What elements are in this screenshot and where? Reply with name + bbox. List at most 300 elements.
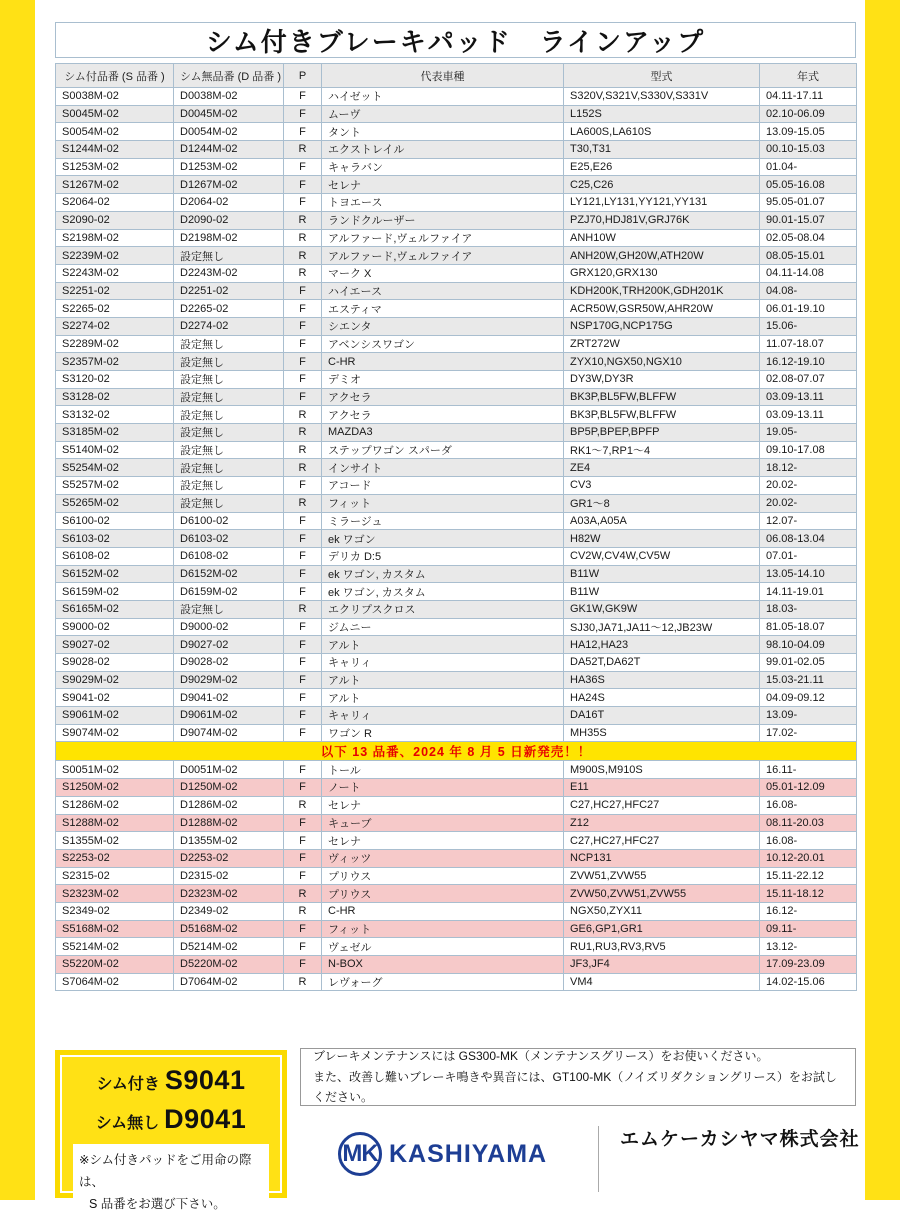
cell-model-code: DA16T — [564, 707, 760, 725]
cell-model-year: 16.11- — [760, 761, 857, 779]
cell-model-year: 15.03-21.11 — [760, 671, 857, 689]
cell-model-code: Z12 — [564, 814, 760, 832]
table-row — [56, 123, 857, 141]
cell-position: F — [284, 388, 322, 406]
cell-s-part-number: S1267M-02 — [56, 176, 174, 194]
cell-model-code: L152S — [564, 105, 760, 123]
cell-model-code: HA36S — [564, 671, 760, 689]
cell-position: F — [284, 123, 322, 141]
cell-vehicle: アルファード,ヴェルファイア — [322, 247, 564, 265]
table-row-new-release — [56, 938, 857, 956]
cell-model-code: RU1,RU3,RV3,RV5 — [564, 938, 760, 956]
cell-model-code: BK3P,BL5FW,BLFFW — [564, 406, 760, 424]
page-title-text: シム付きブレーキパッド ラインアップ — [205, 26, 706, 57]
cell-vehicle: アベンシスワゴン — [322, 335, 564, 353]
cell-position: F — [284, 867, 322, 885]
cell-model-code: BP5P,BPEP,BPFP — [564, 424, 760, 442]
cell-model-code: C27,HC27,HFC27 — [564, 796, 760, 814]
cell-model-code: CV3 — [564, 477, 760, 495]
cell-model-year: 12.07- — [760, 512, 857, 530]
cell-s-part-number: S2315-02 — [56, 867, 174, 885]
cell-model-year: 03.09-13.11 — [760, 388, 857, 406]
cell-model-code: M900S,M910S — [564, 761, 760, 779]
cell-position: F — [284, 158, 322, 176]
cell-model-year: 04.11-17.11 — [760, 88, 857, 106]
cell-model-year: 07.01- — [760, 547, 857, 565]
cell-position: F — [284, 371, 322, 389]
cell-model-year: 06.08-13.04 — [760, 530, 857, 548]
cell-vehicle: セレナ — [322, 832, 564, 850]
table-row — [56, 512, 857, 530]
cell-vehicle: ヴィッツ — [322, 849, 564, 867]
cell-position: R — [284, 494, 322, 512]
column-header-1: シム無品番 (D 品番 ) — [174, 64, 284, 88]
cell-model-code: NCP131 — [564, 849, 760, 867]
cell-model-code: ZVW50,ZVW51,ZVW55 — [564, 885, 760, 903]
cell-vehicle: ステップワゴン スパーダ — [322, 441, 564, 459]
table-row — [56, 406, 857, 424]
without-shim-part-number: D9041 — [164, 1104, 247, 1134]
cell-s-part-number: S6108-02 — [56, 547, 174, 565]
grease-info-box — [300, 1048, 856, 1106]
table-row — [56, 211, 857, 229]
cell-s-part-number: S3128-02 — [56, 388, 174, 406]
cell-model-code: HA24S — [564, 689, 760, 707]
cell-model-code: DA52T,DA62T — [564, 654, 760, 672]
table-row — [56, 707, 857, 725]
table-row — [56, 724, 857, 742]
shim-order-note-line2: S 品番をお選び下さい。 — [89, 1196, 226, 1211]
cell-model-year: 06.01-19.10 — [760, 300, 857, 318]
mk-kashiyama-logo — [338, 1132, 547, 1176]
cell-position: F — [284, 353, 322, 371]
cell-position: F — [284, 636, 322, 654]
table-row — [56, 194, 857, 212]
cell-vehicle: アルファード,ヴェルファイア — [322, 229, 564, 247]
cell-model-code: ZE4 — [564, 459, 760, 477]
cell-vehicle: デリカ D:5 — [322, 547, 564, 565]
cell-s-part-number: S9041-02 — [56, 689, 174, 707]
cell-vehicle: ek ワゴン — [322, 530, 564, 548]
cell-model-year: 17.02- — [760, 724, 857, 742]
grease-info-line2: また、改善し難いブレーキ鳴きや異音には、GT100-MK（ノイズリダクショングリース）をお試しください。 — [313, 1069, 837, 1105]
shim-order-note-line1: ※シム付きパッドをご用命の際は、 — [79, 1153, 252, 1189]
cell-vehicle: エスティマ — [322, 300, 564, 318]
cell-s-part-number: S5265M-02 — [56, 494, 174, 512]
cell-model-year: 90.01-15.07 — [760, 211, 857, 229]
table-row-new-release — [56, 956, 857, 974]
column-header-4: 型式 — [564, 64, 760, 88]
cell-d-part-number: D1286M-02 — [174, 796, 284, 814]
cell-s-part-number: S2251-02 — [56, 282, 174, 300]
column-header-0: シム付品番 (S 品番 ) — [56, 64, 174, 88]
cell-s-part-number: S2198M-02 — [56, 229, 174, 247]
cell-d-part-number: 設定無し — [174, 353, 284, 371]
cell-d-part-number: D9029M-02 — [174, 671, 284, 689]
table-row — [56, 353, 857, 371]
grease-info-line1: ブレーキメンテナンスには GS300-MK（メンテナンスグリース）をお使いください。 — [313, 1049, 769, 1064]
cell-d-part-number: D2265-02 — [174, 300, 284, 318]
table-row-new-release — [56, 832, 857, 850]
cell-vehicle: C-HR — [322, 902, 564, 920]
company-name: エムケーカシヤマ株式会社 — [620, 1129, 860, 1150]
mk-logo-icon — [338, 1132, 382, 1176]
cell-s-part-number: S9028-02 — [56, 654, 174, 672]
cell-model-year: 98.10-04.09 — [760, 636, 857, 654]
cell-d-part-number: D1267M-02 — [174, 176, 284, 194]
cell-model-year: 00.10-15.03 — [760, 141, 857, 159]
cell-d-part-number: D0045M-02 — [174, 105, 284, 123]
cell-s-part-number: S7064M-02 — [56, 973, 174, 991]
cell-position: F — [284, 547, 322, 565]
table-row-new-release — [56, 885, 857, 903]
cell-d-part-number: D2090-02 — [174, 211, 284, 229]
cell-model-year: 04.09-09.12 — [760, 689, 857, 707]
new-release-banner: 以下 13 品番、2024 年 8 月 5 日新発売！！ — [56, 742, 857, 761]
cell-s-part-number: S0045M-02 — [56, 105, 174, 123]
cell-d-part-number: D6159M-02 — [174, 583, 284, 601]
cell-s-part-number: S0051M-02 — [56, 761, 174, 779]
table-row — [56, 530, 857, 548]
cell-vehicle: キャリィ — [322, 654, 564, 672]
cell-position: F — [284, 849, 322, 867]
cell-vehicle: ハイゼット — [322, 88, 564, 106]
cell-model-code: A03A,A05A — [564, 512, 760, 530]
cell-position: F — [284, 565, 322, 583]
cell-vehicle: ノート — [322, 779, 564, 797]
cell-model-code: GR1～8 — [564, 494, 760, 512]
table-row — [56, 264, 857, 282]
cell-vehicle: アコード — [322, 477, 564, 495]
cell-position: F — [284, 814, 322, 832]
cell-position: R — [284, 459, 322, 477]
cell-position: R — [284, 247, 322, 265]
without-shim-line — [96, 1104, 246, 1135]
cell-s-part-number: S2090-02 — [56, 211, 174, 229]
cell-vehicle: エクストレイル — [322, 141, 564, 159]
cell-model-year: 05.05-16.08 — [760, 176, 857, 194]
cell-model-code: GE6,GP1,GR1 — [564, 920, 760, 938]
cell-s-part-number: S1244M-02 — [56, 141, 174, 159]
cell-s-part-number: S1250M-02 — [56, 779, 174, 797]
cell-s-part-number: S5254M-02 — [56, 459, 174, 477]
cell-position: R — [284, 141, 322, 159]
cell-model-year: 09.11- — [760, 920, 857, 938]
cell-model-code: MH35S — [564, 724, 760, 742]
cell-d-part-number: 設定無し — [174, 459, 284, 477]
cell-d-part-number: 設定無し — [174, 335, 284, 353]
cell-vehicle: ハイエース — [322, 282, 564, 300]
cell-position: R — [284, 424, 322, 442]
cell-model-code: HA12,HA23 — [564, 636, 760, 654]
cell-vehicle: ワゴン R — [322, 724, 564, 742]
left-yellow-band — [0, 0, 35, 1200]
cell-position: F — [284, 477, 322, 495]
cell-d-part-number: D2243M-02 — [174, 264, 284, 282]
cell-model-year: 02.05-08.04 — [760, 229, 857, 247]
cell-vehicle: ムーヴ — [322, 105, 564, 123]
table-row-new-release — [56, 779, 857, 797]
cell-d-part-number: 設定無し — [174, 441, 284, 459]
cell-model-code: ANH10W — [564, 229, 760, 247]
cell-position: F — [284, 654, 322, 672]
cell-vehicle: キャラバン — [322, 158, 564, 176]
cell-d-part-number: D9027-02 — [174, 636, 284, 654]
cell-position: F — [284, 335, 322, 353]
table-row — [56, 494, 857, 512]
cell-model-year: 17.09-23.09 — [760, 956, 857, 974]
cell-d-part-number: D2253-02 — [174, 849, 284, 867]
cell-model-year: 20.02- — [760, 477, 857, 495]
cell-d-part-number: D9028-02 — [174, 654, 284, 672]
cell-model-year: 13.12- — [760, 938, 857, 956]
promo-box — [55, 1050, 287, 1211]
cell-model-year: 01.04- — [760, 158, 857, 176]
cell-model-year: 11.07-18.07 — [760, 335, 857, 353]
cell-model-code: LY121,LY131,YY121,YY131 — [564, 194, 760, 212]
cell-model-year: 04.11-14.08 — [760, 264, 857, 282]
cell-d-part-number: D6108-02 — [174, 547, 284, 565]
cell-s-part-number: S2349-02 — [56, 902, 174, 920]
table-row-new-release — [56, 902, 857, 920]
cell-s-part-number: S9074M-02 — [56, 724, 174, 742]
table-row — [56, 636, 857, 654]
cell-model-code: ZYX10,NGX50,NGX10 — [564, 353, 760, 371]
cell-position: R — [284, 264, 322, 282]
cell-d-part-number: D1355M-02 — [174, 832, 284, 850]
cell-position: F — [284, 689, 322, 707]
table-row — [56, 424, 857, 442]
table-row — [56, 141, 857, 159]
cell-position: F — [284, 724, 322, 742]
cell-model-code: B11W — [564, 583, 760, 601]
cell-model-year: 18.03- — [760, 600, 857, 618]
cell-model-code: E25,E26 — [564, 158, 760, 176]
cell-vehicle: フィット — [322, 920, 564, 938]
table-row — [56, 388, 857, 406]
cell-model-code: JF3,JF4 — [564, 956, 760, 974]
cell-model-year: 09.10-17.08 — [760, 441, 857, 459]
cell-d-part-number: D9061M-02 — [174, 707, 284, 725]
cell-position: F — [284, 194, 322, 212]
table-row — [56, 176, 857, 194]
cell-model-year: 05.01-12.09 — [760, 779, 857, 797]
cell-model-code: BK3P,BL5FW,BLFFW — [564, 388, 760, 406]
cell-model-year: 13.05-14.10 — [760, 565, 857, 583]
table-row-new-release — [56, 973, 857, 991]
cell-d-part-number: D1253M-02 — [174, 158, 284, 176]
cell-vehicle: セレナ — [322, 176, 564, 194]
cell-s-part-number: S9000-02 — [56, 618, 174, 636]
cell-s-part-number: S5214M-02 — [56, 938, 174, 956]
cell-position: F — [284, 300, 322, 318]
cell-model-code: B11W — [564, 565, 760, 583]
cell-s-part-number: S2323M-02 — [56, 885, 174, 903]
table-row — [56, 583, 857, 601]
cell-d-part-number: D2274-02 — [174, 317, 284, 335]
cell-vehicle: インサイト — [322, 459, 564, 477]
cell-d-part-number: D2251-02 — [174, 282, 284, 300]
cell-position: F — [284, 779, 322, 797]
cell-d-part-number: D9041-02 — [174, 689, 284, 707]
cell-s-part-number: S1288M-02 — [56, 814, 174, 832]
cell-s-part-number: S9061M-02 — [56, 707, 174, 725]
with-shim-label: シム付き — [96, 1076, 160, 1093]
cell-model-code: C27,HC27,HFC27 — [564, 832, 760, 850]
cell-s-part-number: S1355M-02 — [56, 832, 174, 850]
cell-s-part-number: S2064-02 — [56, 194, 174, 212]
table-row — [56, 477, 857, 495]
cell-s-part-number: S3132-02 — [56, 406, 174, 424]
cell-position: F — [284, 282, 322, 300]
cell-d-part-number: 設定無し — [174, 494, 284, 512]
cell-d-part-number: D6103-02 — [174, 530, 284, 548]
cell-d-part-number: 設定無し — [174, 600, 284, 618]
table-row-new-release — [56, 867, 857, 885]
cell-position: R — [284, 973, 322, 991]
cell-position: F — [284, 671, 322, 689]
cell-vehicle: レヴォーグ — [322, 973, 564, 991]
cell-vehicle: アクセラ — [322, 388, 564, 406]
table-row — [56, 459, 857, 477]
cell-position: F — [284, 832, 322, 850]
cell-model-code: ACR50W,GSR50W,AHR20W — [564, 300, 760, 318]
cell-s-part-number: S0038M-02 — [56, 88, 174, 106]
cell-model-year: 03.09-13.11 — [760, 406, 857, 424]
cell-vehicle: エクリプスクロス — [322, 600, 564, 618]
cell-position: F — [284, 105, 322, 123]
with-shim-part-number: S9041 — [164, 1065, 246, 1095]
without-shim-label: シム無し — [95, 1115, 160, 1132]
cell-s-part-number: S9029M-02 — [56, 671, 174, 689]
cell-vehicle: フィット — [322, 494, 564, 512]
cell-s-part-number: S5220M-02 — [56, 956, 174, 974]
cell-position: F — [284, 317, 322, 335]
cell-s-part-number: S0054M-02 — [56, 123, 174, 141]
cell-d-part-number: 設定無し — [174, 477, 284, 495]
cell-position: F — [284, 530, 322, 548]
cell-d-part-number: D6100-02 — [174, 512, 284, 530]
cell-d-part-number: D6152M-02 — [174, 565, 284, 583]
table-row — [56, 229, 857, 247]
cell-s-part-number: S6152M-02 — [56, 565, 174, 583]
cell-model-year: 14.02-15.06 — [760, 973, 857, 991]
cell-model-year: 16.08- — [760, 796, 857, 814]
cell-d-part-number: D2315-02 — [174, 867, 284, 885]
cell-model-code: LA600S,LA610S — [564, 123, 760, 141]
cell-position: F — [284, 956, 322, 974]
cell-position: R — [284, 796, 322, 814]
cell-model-code: RK1～7,RP1～4 — [564, 441, 760, 459]
promo-box-inner — [60, 1055, 282, 1211]
cell-position: R — [284, 441, 322, 459]
cell-model-year: 16.12-19.10 — [760, 353, 857, 371]
cell-model-code: VM4 — [564, 973, 760, 991]
cell-d-part-number: D0051M-02 — [174, 761, 284, 779]
table-row-new-release — [56, 849, 857, 867]
cell-model-code: ZVW51,ZVW55 — [564, 867, 760, 885]
cell-d-part-number: D1244M-02 — [174, 141, 284, 159]
cell-s-part-number: S2265-02 — [56, 300, 174, 318]
table-row — [56, 689, 857, 707]
table-row — [56, 335, 857, 353]
cell-position: F — [284, 512, 322, 530]
table-row — [56, 282, 857, 300]
cell-model-year: 10.12-20.01 — [760, 849, 857, 867]
cell-vehicle: プリウス — [322, 867, 564, 885]
cell-model-code: PZJ70,HDJ81V,GRJ76K — [564, 211, 760, 229]
new-release-banner-row — [56, 742, 857, 761]
cell-model-code: KDH200K,TRH200K,GDH201K — [564, 282, 760, 300]
cell-s-part-number: S5168M-02 — [56, 920, 174, 938]
table-row — [56, 247, 857, 265]
cell-d-part-number: D9000-02 — [174, 618, 284, 636]
cell-position: F — [284, 920, 322, 938]
column-header-3: 代表車種 — [322, 64, 564, 88]
cell-vehicle: プリウス — [322, 885, 564, 903]
cell-vehicle: ヴェゼル — [322, 938, 564, 956]
page-title — [55, 22, 856, 58]
table-row-new-release — [56, 796, 857, 814]
cell-position: R — [284, 229, 322, 247]
cell-model-code: GK1W,GK9W — [564, 600, 760, 618]
table-row — [56, 371, 857, 389]
table-row-new-release — [56, 761, 857, 779]
cell-vehicle: マーク X — [322, 264, 564, 282]
cell-position: F — [284, 761, 322, 779]
cell-position: R — [284, 600, 322, 618]
right-yellow-band — [865, 0, 900, 1200]
cell-s-part-number: S2274-02 — [56, 317, 174, 335]
cell-position: R — [284, 902, 322, 920]
cell-position: R — [284, 885, 322, 903]
cell-vehicle: アルト — [322, 671, 564, 689]
cell-model-code: DY3W,DY3R — [564, 371, 760, 389]
footer-divider — [598, 1126, 599, 1192]
cell-vehicle: キューブ — [322, 814, 564, 832]
table-row — [56, 88, 857, 106]
table-row — [56, 565, 857, 583]
cell-d-part-number: 設定無し — [174, 424, 284, 442]
cell-d-part-number: D2349-02 — [174, 902, 284, 920]
shim-order-note — [73, 1144, 269, 1222]
cell-model-year: 02.08-07.07 — [760, 371, 857, 389]
with-shim-line — [97, 1065, 246, 1096]
cell-vehicle: トール — [322, 761, 564, 779]
cell-d-part-number: D5220M-02 — [174, 956, 284, 974]
cell-model-year: 16.12- — [760, 902, 857, 920]
cell-model-year: 02.10-06.09 — [760, 105, 857, 123]
cell-model-code: ANH20W,GH20W,ATH20W — [564, 247, 760, 265]
cell-model-year: 95.05-01.07 — [760, 194, 857, 212]
cell-model-code: S320V,S321V,S330V,S331V — [564, 88, 760, 106]
table-row — [56, 300, 857, 318]
cell-model-year: 19.05- — [760, 424, 857, 442]
cell-d-part-number: D0038M-02 — [174, 88, 284, 106]
cell-model-year: 15.11-22.12 — [760, 867, 857, 885]
kashiyama-logo-text: KASHIYAMA — [389, 1139, 548, 1168]
cell-model-code: NSP170G,NCP175G — [564, 317, 760, 335]
cell-s-part-number: S2357M-02 — [56, 353, 174, 371]
table-row-new-release — [56, 920, 857, 938]
cell-model-year: 99.01-02.05 — [760, 654, 857, 672]
cell-d-part-number: D2064-02 — [174, 194, 284, 212]
table-row — [56, 600, 857, 618]
column-header-2: P — [284, 64, 322, 88]
cell-position: F — [284, 88, 322, 106]
cell-d-part-number: D0054M-02 — [174, 123, 284, 141]
cell-model-code: SJ30,JA71,JA11～12,JB23W — [564, 618, 760, 636]
